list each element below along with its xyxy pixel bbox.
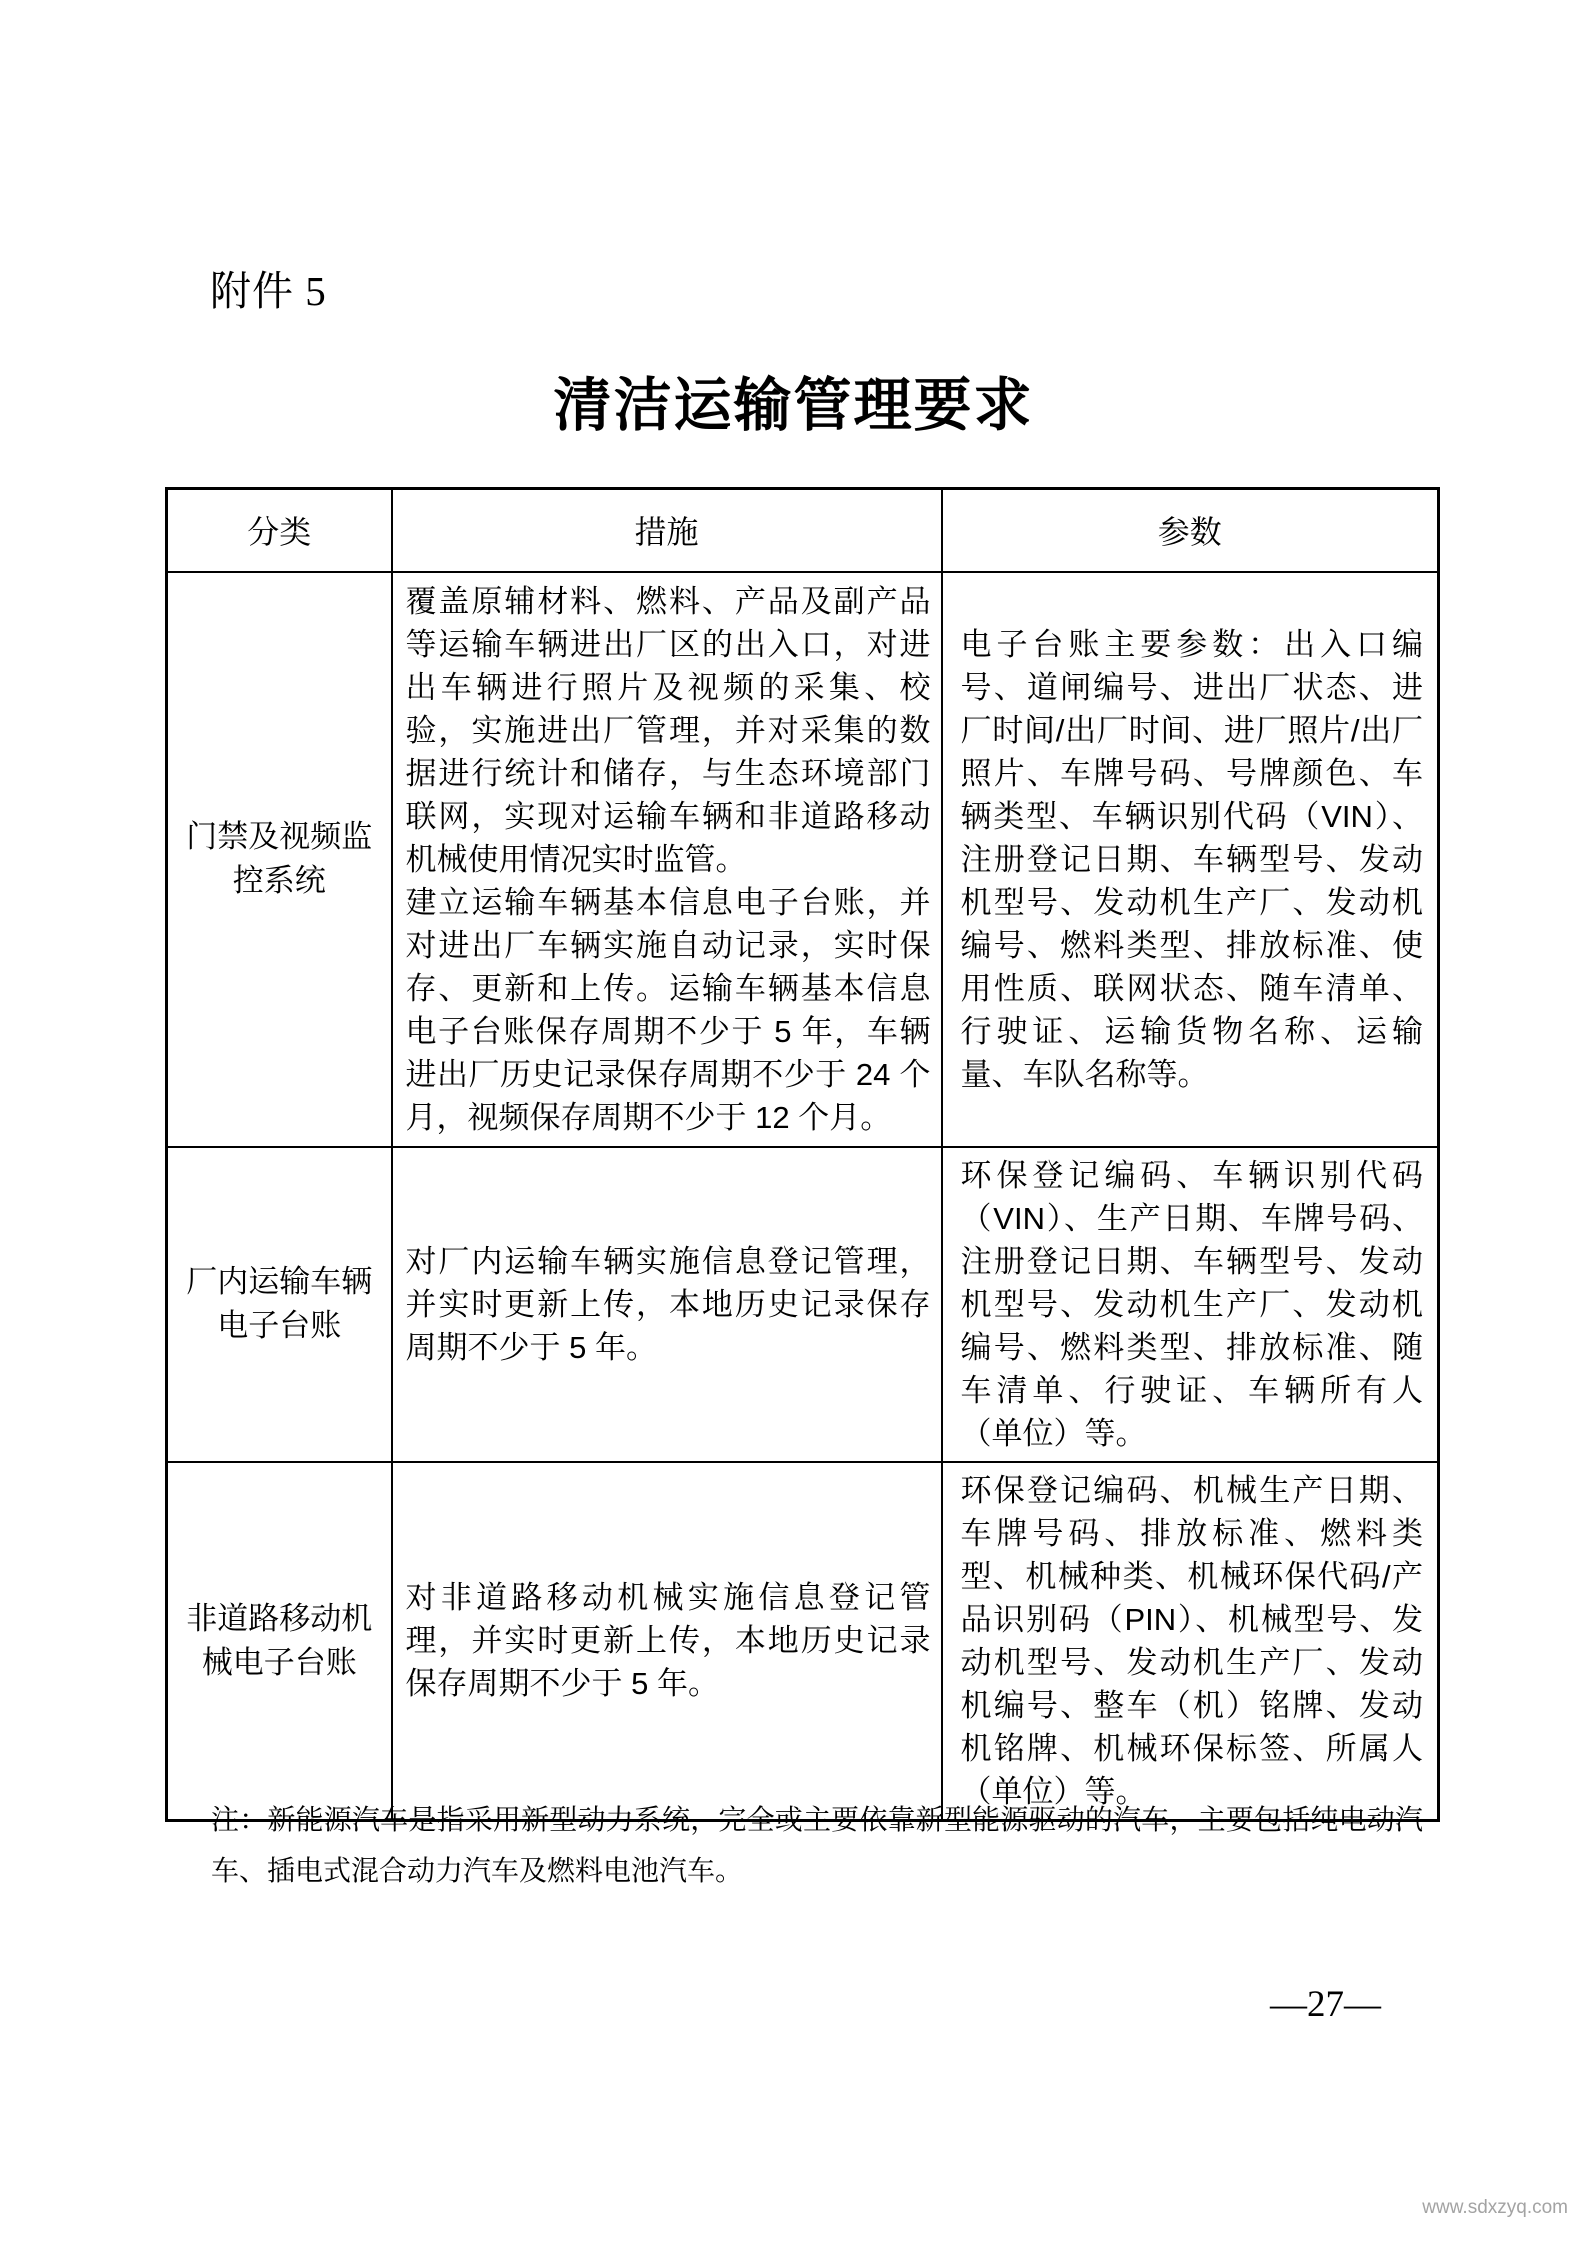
measures-cell xyxy=(392,1462,942,1821)
parameters-cell: 电子台账主要参数：出入口编号、道闸编号、进出厂状态、进厂时间/出厂时间、进厂照片/出厂照片、车牌号码、号牌颜色、车辆类型、车辆识别代码（VIN）、注册登记日期、车辆型号、发动机型号、发动机生产厂、发动机编号、燃料类型、排放标准、使用性质、联网状态、随车清单、行驶证、运输货物名称、运输量、车队名称等。 xyxy=(942,572,1439,1147)
measures-cell xyxy=(392,572,942,1147)
footnote: 注：新能源汽车是指采用新型动力系统，完全或主要依靠新型能源驱动的汽车，主要包括纯电动汽车、插电式混合动力汽车及燃料电池汽车。 xyxy=(211,1804,1423,1886)
table-header-row xyxy=(167,489,1439,572)
parameters-cell: 环保登记编码、机械生产日期、车牌号码、排放标准、燃料类型、机械种类、机械环保代码/产品识别码（PIN）、机械型号、发动机型号、发动机生产厂、发动机编号、整车（机）铭牌、发动机铭牌、机械环保标签、所属人（单位）等。 xyxy=(942,1462,1439,1821)
category-cell: 厂内运输车辆电子台账 xyxy=(167,1147,392,1462)
measure-paragraph: 建立运输车辆基本信息电子台账，并对进出厂车辆实施自动记录，实时保存、更新和上传。运输车辆基本信息电子台账保存周期不少于 5 年，车辆进出厂历史记录保存周期不少于 24 个月，视频保存周期不少于 12 个月。 xyxy=(405,884,931,1135)
measures-cell xyxy=(392,1147,942,1462)
column-header-parameters: 参数 xyxy=(942,489,1439,572)
measure-paragraph: 覆盖原辅材料、燃料、产品及副产品等运输车辆进出厂区的出入口，对进出车辆进行照片及视频的采集、校验，实施进出厂管理，并对采集的数据进行统计和储存，与生态环境部门联网，实现对运输车辆和非道路移动机械使用情况实时监管。 xyxy=(405,583,931,877)
category-cell: 非道路移动机械电子台账 xyxy=(167,1462,392,1821)
table-row-access-video-monitoring xyxy=(167,572,1439,1147)
parameters-cell: 环保登记编码、车辆识别代码（VIN）、生产日期、车牌号码、注册登记日期、车辆型号、发动机型号、发动机生产厂、发动机编号、燃料类型、排放标准、随车清单、行驶证、车辆所有人（单位）等。 xyxy=(942,1147,1439,1462)
attachment-label: 附件 5 xyxy=(210,268,327,314)
column-header-category: 分类 xyxy=(167,489,392,572)
table-row-non-road-machinery-ledger xyxy=(167,1462,1439,1821)
column-header-measures: 措施 xyxy=(392,489,942,572)
watermark: www.sdxzyq.com xyxy=(1422,2197,1568,2218)
requirements-table xyxy=(165,487,1440,1822)
category-cell: 门禁及视频监控系统 xyxy=(167,572,392,1147)
measure-paragraph: 对非道路移动机械实施信息登记管理，并实时更新上传，本地历史记录保存周期不少于 5 年。 xyxy=(405,1580,931,1701)
page-title: 清洁运输管理要求 xyxy=(553,373,1034,438)
measure-paragraph: 对厂内运输车辆实施信息登记管理，并实时更新上传，本地历史记录保存周期不少于 5 年。 xyxy=(405,1243,931,1365)
table-row-in-plant-vehicle-ledger xyxy=(167,1147,1439,1462)
page-number: —27— xyxy=(1270,1984,1381,2025)
